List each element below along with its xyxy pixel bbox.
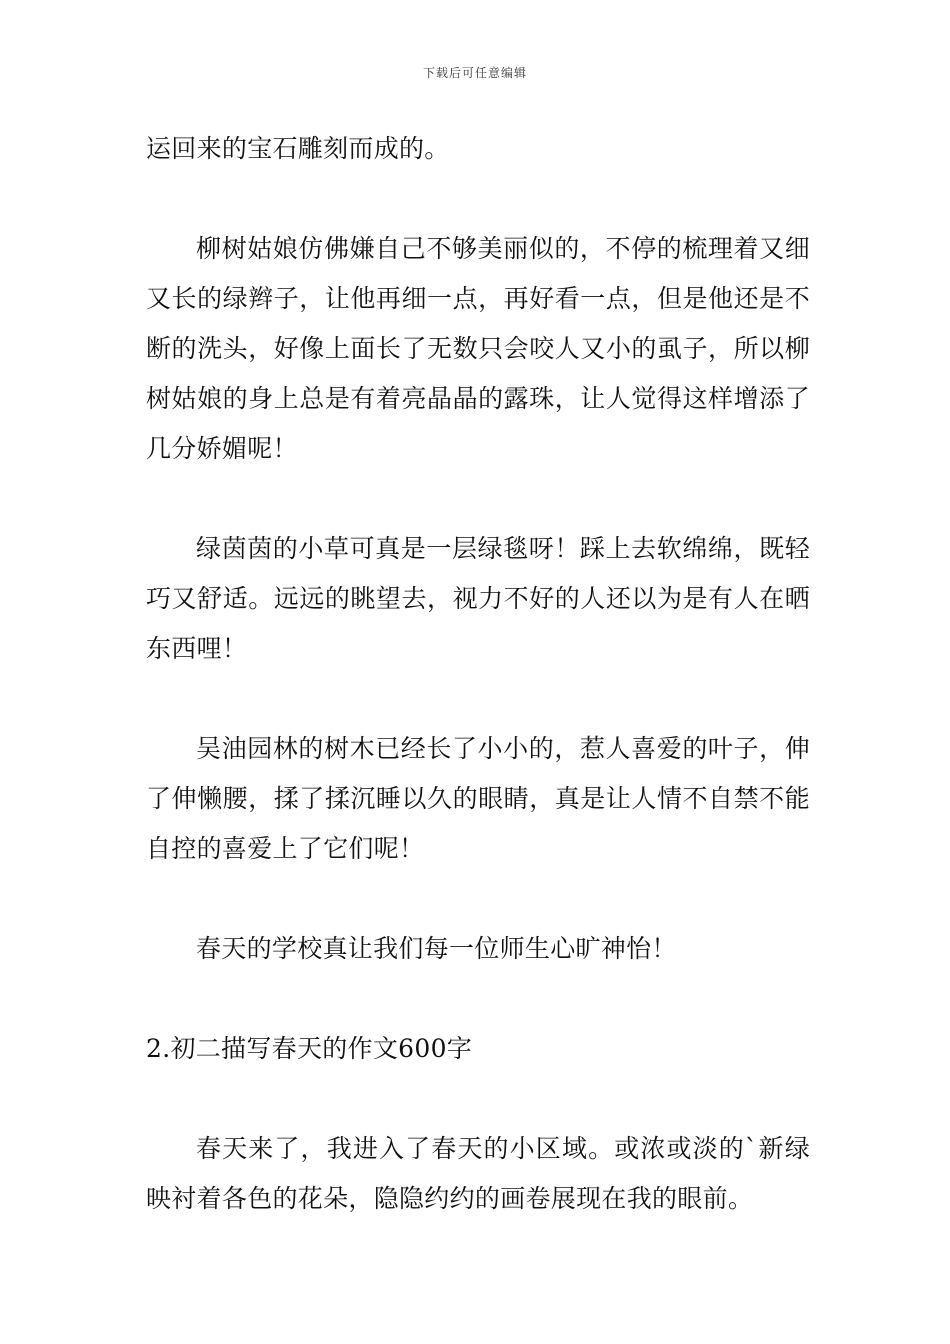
paragraph-willow: 柳树姑娘仿佛嫌自己不够美丽似的，不停的梳理着又细又长的绿辫子，让他再细一点，再好看一点，但是他还是不断的洗头，好像上面长了无数只会咬人又小的虱子，所以柳树姑娘的身上总是有着亮晶晶的露珠，让人觉得这样增添了几分娇媚呢！ [146, 234, 810, 463]
paragraph-continuation: 运回来的宝石雕刻而成的。 [146, 134, 450, 163]
section-heading: 2.初二描写春天的作文600字 [146, 1034, 473, 1063]
paragraph-grass: 绿茵茵的小草可真是一层绿毯呀！踩上去软绵绵，既轻巧又舒适。远远的眺望去，视力不好的人还以为是有人在晒东西哩！ [146, 534, 810, 663]
document-body [146, 124, 810, 1274]
page-header: 下载后可任意编辑 [422, 66, 527, 80]
paragraph-spring-arrives: 春天来了，我进入了春天的小区域。或浓或淡的`新绿映衬着各色的花朵，隐隐约约的画卷展现在我的眼前。 [146, 1134, 810, 1213]
paragraph-school: 春天的学校真让我们每一位师生心旷神怡！ [196, 934, 677, 963]
paragraph-trees: 吴油园林的树木已经长了小小的，惹人喜爱的叶子，伸了伸懒腰，揉了揉沉睡以久的眼睛，真是让人情不自禁不能自控的喜爱上了它们呢！ [146, 734, 810, 863]
